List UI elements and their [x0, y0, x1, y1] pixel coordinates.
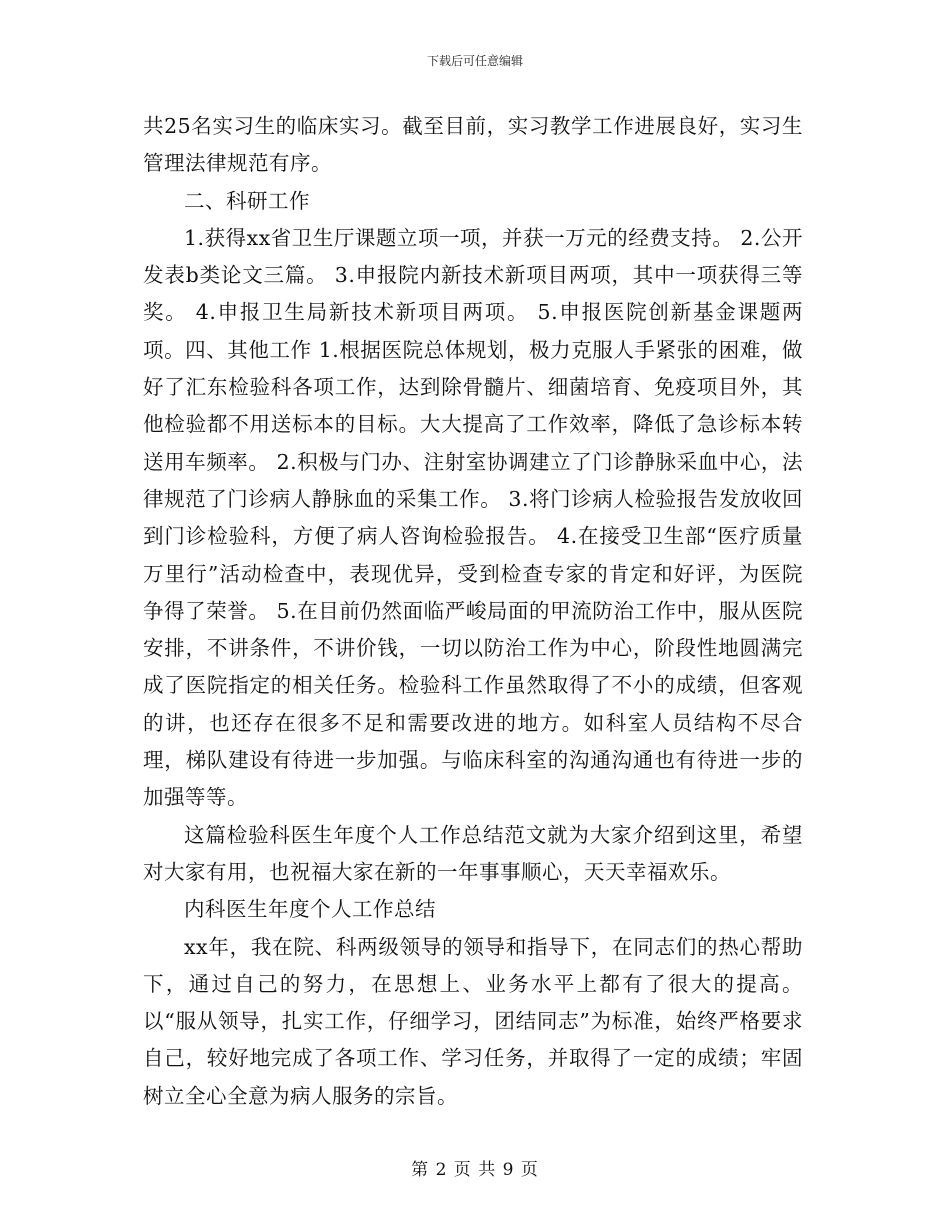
paragraph: 这篇检验科医生年度个人工作总结范文就为大家介绍到这里，希望对大家有用，也祝福大家在新的一年事事顺心，天天幸福欢乐。	[143, 822, 803, 884]
page-footer: 第 2 页 共 9 页	[411, 1160, 539, 1180]
document-subtitle: 内科医生年度个人工作总结	[184, 897, 436, 922]
document-body	[143, 108, 803, 1115]
paragraph: 共25名实习生的临床实习。截至目前，实习教学工作进展良好，实习生管理法律规范有序。	[143, 114, 803, 176]
paragraph: 1.获得xx省卫生厅课题立项一项，并获一万元的经费支持。 2.公开发表b类论文三篇。 3.申报院内新技术新项目两项，其中一项获得三等奖。 4.申报卫生局新技术新项目两项。 5.申报医院创新基金课题两项。四、其他工作 1.根据医院总体规划，极力克服人手紧张的困难，做好了汇东检验科各项工作，达到除骨髓片、细菌培育、免疫项目外，其他检验都不用送标本的目标。大大提高了工作效率，降低了急诊标本转送用车频率。 2.积极与门办、注射室协调建立了门诊静脉采血中心，法律规范了门诊病人静脉血的采集工作。 3.将门诊病人检验报告发放收回到门诊检验科，方便了病人咨询检验报告。 4.在接受卫生部“医疗质量万里行”活动检查中，表现优异，受到检查专家的肯定和好评，为医院争得了荣誉。 5.在目前仍然面临严峻局面的甲流防治工作中，服从医院安排，不讲条件，不讲价钱，一切以防治工作为中心，阶段性地圆满完成了医院指定的相关任务。检验科工作虽然取得了不小的成绩，但客观的讲，也还存在很多不足和需要改进的地方。如科室人员结构不尽合理，梯队建设有待进一步加强。与临床科室的沟通沟通也有待进一步的加强等等。	[143, 225, 803, 810]
section-heading: 二、科研工作	[184, 188, 310, 213]
paragraph: xx年，我在院、科两级领导的领导和指导下，在同志们的热心帮助下，通过自己的努力，在思想上、业务水平上都有了很大的提高。以“服从领导，扎实工作，仔细学习，团结同志”为标准，始终严格要求自己，较好地完成了各项工作、学习任务，并取得了一定的成绩；牢固树立全心全意为病人服务的宗旨。	[143, 934, 803, 1108]
page-header: 下载后可任意编辑	[426, 54, 523, 68]
